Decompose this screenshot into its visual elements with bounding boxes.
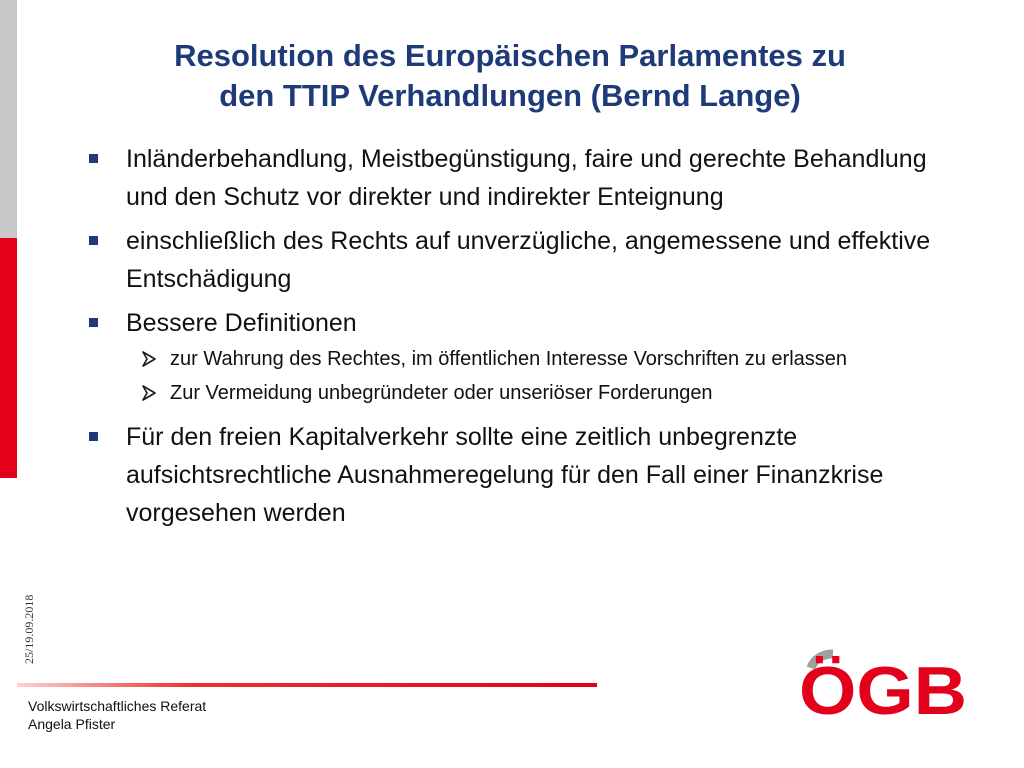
side-bar-red [0,238,17,478]
bullet-text: einschließlich des Rechts auf unverzügliche, angemessene und effektive Entschädigung [126,227,931,293]
bullet-item [84,418,954,532]
square-bullet-icon [89,432,98,441]
square-bullet-icon [89,154,98,163]
square-bullet-icon [89,318,98,327]
bullet-item [84,140,954,216]
slide-date: 25/19.09.2018 [22,594,36,664]
title-line-2: den TTIP Verhandlungen (Bernd Lange) [219,78,801,113]
bullet-text: Inländerbehandlung, Meistbegünstigung, faire und gerechte Behandlung und den Schutz vor direkter und indirekter Enteignung [126,145,927,211]
bullet-item [84,304,954,342]
title-line-1: Resolution des Europäischen Parlamentes zu [174,38,846,73]
bullet-text: Für den freien Kapitalverkehr sollte eine zeitlich unbegrenzte aufsichtsrechtliche Ausnahmeregelung für den Fall einer Finanzkrise vorgesehen werden [126,423,884,527]
footer-author: Angela Pfister [28,716,116,732]
footer-department: Volkswirtschaftliches Referat [28,698,207,714]
sub-bullet-text: Zur Vermeidung unbegründeter oder unseriöser Forderungen [170,382,713,404]
oegb-logo [797,648,969,718]
sub-bullet-text: zur Wahrung des Rechtes, im öffentlichen Interesse Vorschriften zu erlassen [170,348,848,370]
footer-text [28,697,206,733]
side-bar-grey [0,0,17,238]
slide-title [60,36,960,116]
sub-bullet-item [84,344,954,374]
arrow-bullet-icon [140,344,160,374]
sub-bullet-item [84,378,954,408]
footer-divider [17,683,597,687]
arrow-bullet-icon [140,378,160,408]
logo-text: ÖGB [799,653,967,718]
bullet-list [84,140,954,538]
square-bullet-icon [89,236,98,245]
bullet-text: Bessere Definitionen [126,309,357,337]
bullet-item [84,222,954,298]
